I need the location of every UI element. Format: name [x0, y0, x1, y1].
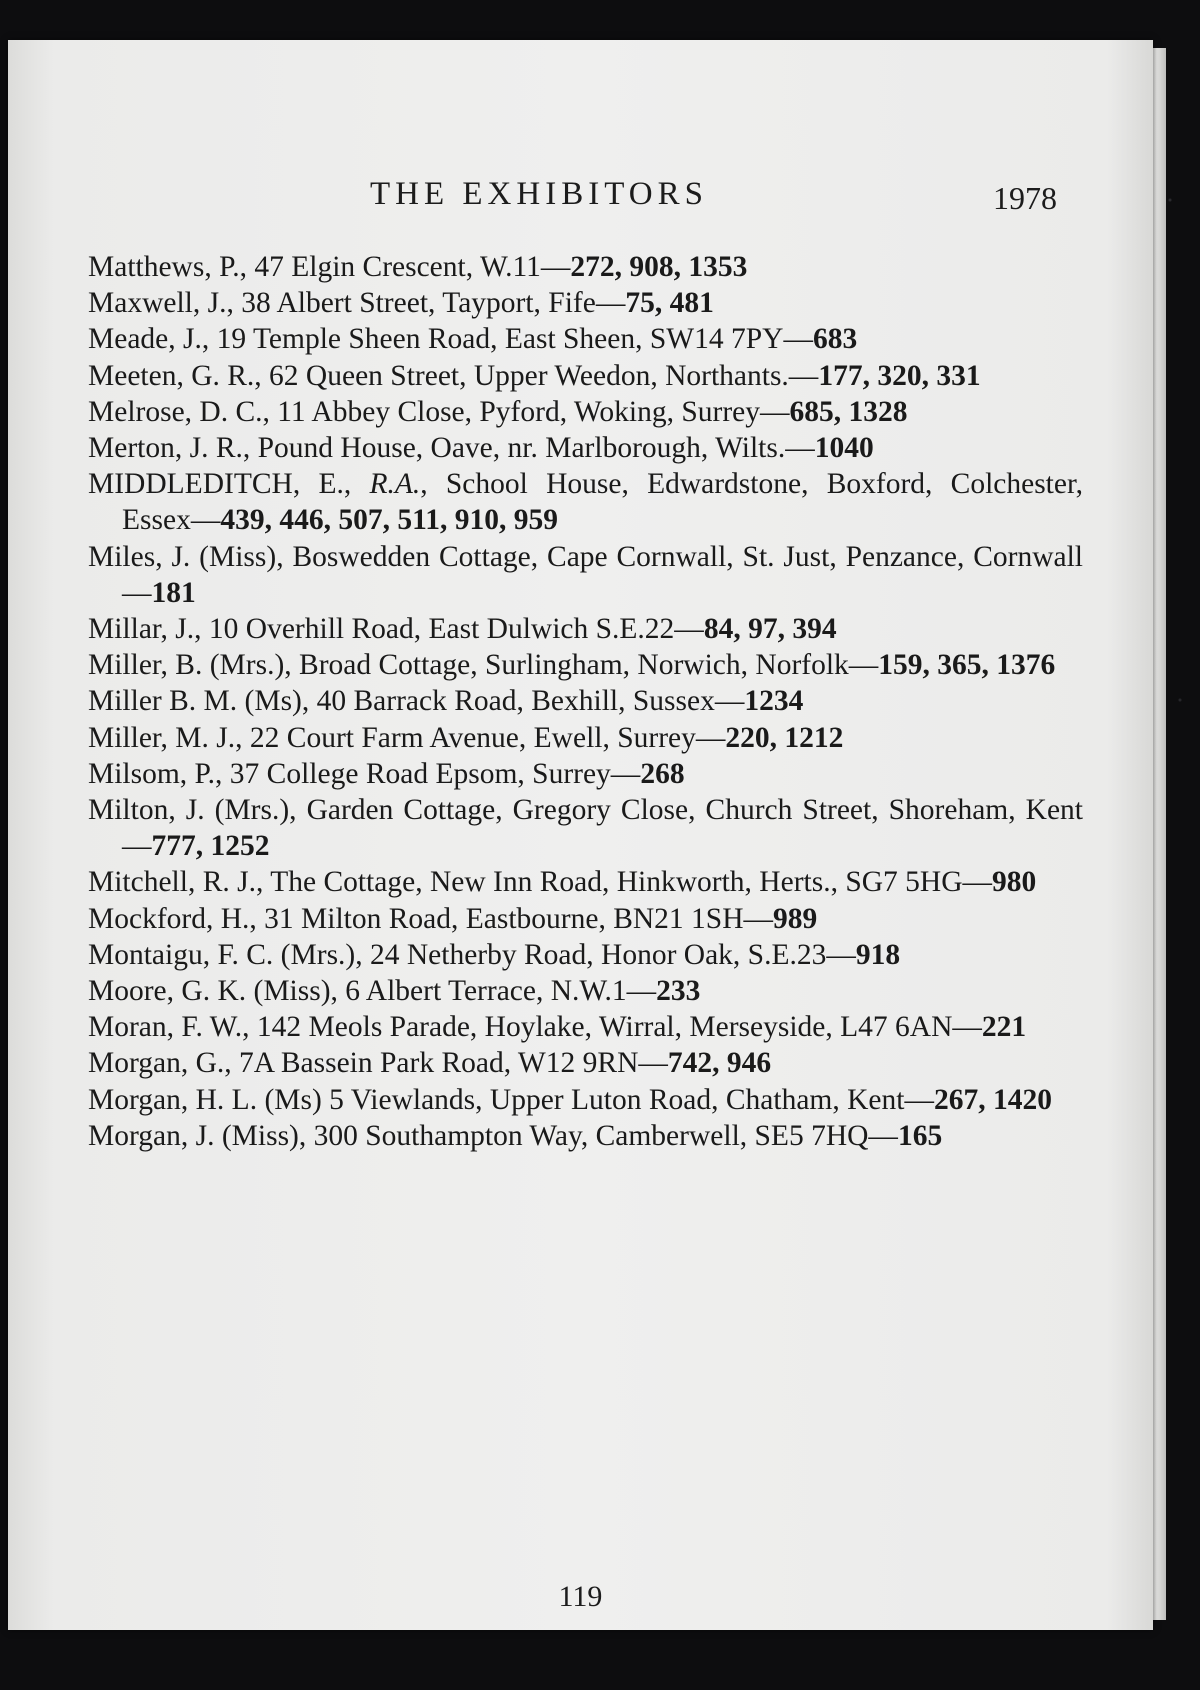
- entry-text: Montaigu, F. C. (Mrs.), 24 Netherby Road, Honor Oak, S.E.23—: [88, 938, 856, 971]
- entry-text: Mitchell, R. J., The Cottage, New Inn Road, Hinkworth, Herts., SG7 5HG—: [88, 866, 993, 899]
- running-title: THE EXHIBITORS: [370, 176, 708, 212]
- catalogue-numbers: 181: [151, 576, 196, 609]
- exhibitor-entry: [88, 792, 1083, 864]
- catalogue-numbers: 685, 1328: [789, 395, 908, 428]
- exhibitor-entry: [88, 249, 1083, 285]
- catalogue-numbers: 980: [992, 866, 1037, 899]
- exhibitor-entry: [88, 466, 1083, 538]
- catalogue-numbers: 75, 481: [625, 287, 714, 320]
- catalogue-numbers: 1040: [814, 432, 874, 465]
- exhibitor-entry: [88, 611, 1083, 647]
- exhibitor-entry: [88, 430, 1083, 466]
- entry-text: Meade, J., 19 Temple Sheen Road, East Sheen, SW14 7PY—: [88, 323, 813, 356]
- exhibitor-entry: [88, 321, 1083, 357]
- entry-text: Millar, J., 10 Overhill Road, East Dulwich S.E.22—: [88, 613, 704, 646]
- exhibitor-entry: [88, 756, 1083, 792]
- entry-text: Miller B. M. (Ms), 40 Barrack Road, Bexhill, Sussex—: [88, 685, 745, 718]
- catalogue-numbers: 233: [656, 975, 701, 1008]
- entry-text: Moore, G. K. (Miss), 6 Albert Terrace, N.W.1—: [88, 975, 657, 1008]
- exhibitor-entry: [88, 647, 1083, 683]
- entry-text: Maxwell, J., 38 Albert Street, Tayport, Fife—: [88, 287, 626, 320]
- exhibitor-entry: [88, 1009, 1083, 1045]
- entry-text: , School House, Edwardstone, Boxford, Colchester, Essex—: [122, 468, 1083, 537]
- exhibitor-entry: [88, 720, 1083, 756]
- catalogue-numbers: 777, 1252: [151, 830, 270, 863]
- entry-text: Miller, M. J., 22 Court Farm Avenue, Ewell, Surrey—: [88, 721, 726, 754]
- catalogue-numbers: 1234: [744, 685, 804, 718]
- book-page: [8, 40, 1153, 1630]
- catalogue-numbers: 918: [855, 938, 901, 971]
- entry-text: Miles, J. (Miss), Boswedden Cottage, Cape Cornwall, St. Just, Penzance, Cornwall—: [88, 540, 1083, 609]
- entry-text: Matthews, P., 47 Elgin Crescent, W.11—: [88, 251, 571, 283]
- catalogue-numbers: 221: [981, 1011, 1027, 1044]
- exhibitor-entry: [88, 1045, 1083, 1081]
- running-year: 1978: [993, 180, 1057, 216]
- exhibitor-entry: [88, 683, 1083, 719]
- honour-abbreviation: R.A.: [369, 468, 421, 501]
- exhibitor-entry: [88, 1082, 1083, 1118]
- entry-text: Moran, F. W., 142 Meols Parade, Hoylake, Wirral, Merseyside, L47 6AN—: [88, 1011, 982, 1044]
- catalogue-numbers: 159, 365, 1376: [878, 649, 1056, 682]
- entry-text: Morgan, G., 7A Bassein Park Road, W12 9RN—: [88, 1047, 668, 1080]
- catalogue-numbers: 268: [640, 757, 685, 790]
- exhibitor-entry: [88, 973, 1083, 1009]
- catalogue-numbers: 742, 946: [667, 1047, 772, 1080]
- catalogue-numbers: 177, 320, 331: [818, 359, 981, 392]
- catalogue-numbers: 439, 446, 507, 511, 910, 959: [220, 504, 558, 537]
- entry-text: Melrose, D. C., 11 Abbey Close, Pyford, Woking, Surrey—: [88, 395, 790, 428]
- exhibitor-entry: [88, 358, 1083, 394]
- exhibitor-entry: [88, 901, 1083, 937]
- catalogue-numbers: 220, 1212: [725, 721, 844, 754]
- entry-text: MIDDLEDITCH, E.,: [88, 468, 370, 501]
- catalogue-numbers: 989: [773, 902, 818, 935]
- catalogue-numbers: 165: [897, 1119, 943, 1152]
- catalogue-numbers: 683: [812, 323, 858, 356]
- entry-text: Milton, J. (Mrs.), Garden Cottage, Gregory Close, Church Street, Shoreham, Kent—: [88, 794, 1083, 863]
- catalogue-numbers: 267, 1420: [933, 1083, 1052, 1116]
- catalogue-numbers: 84, 97, 394: [703, 613, 837, 646]
- page-number: 119: [558, 1580, 603, 1613]
- entry-text: Milsom, P., 37 College Road Epsom, Surrey—: [88, 757, 641, 790]
- exhibitor-list: [88, 249, 1083, 1154]
- exhibitor-entry: [88, 285, 1083, 321]
- exhibitor-entry: [88, 937, 1083, 973]
- running-head: [8, 138, 1153, 216]
- entry-text: Merton, J. R., Pound House, Oave, nr. Marlborough, Wilts.—: [88, 432, 815, 465]
- exhibitor-entry: [88, 1118, 1083, 1154]
- exhibitor-entry: [88, 864, 1083, 900]
- entry-text: Meeten, G. R., 62 Queen Street, Upper Weedon, Northants.—: [88, 359, 819, 392]
- entry-text: Morgan, H. L. (Ms) 5 Viewlands, Upper Luton Road, Chatham, Kent—: [88, 1083, 934, 1116]
- entry-text: Morgan, J. (Miss), 300 Southampton Way, Camberwell, SE5 7HQ—: [88, 1119, 898, 1152]
- entry-text: Mockford, H., 31 Milton Road, Eastbourne, BN21 1SH—: [88, 902, 774, 935]
- entry-text: Miller, B. (Mrs.), Broad Cottage, Surlingham, Norwich, Norfolk—: [88, 649, 879, 682]
- catalogue-numbers: 272, 908, 1353: [570, 251, 748, 283]
- exhibitor-entry: [88, 539, 1083, 611]
- exhibitor-entry: [88, 394, 1083, 430]
